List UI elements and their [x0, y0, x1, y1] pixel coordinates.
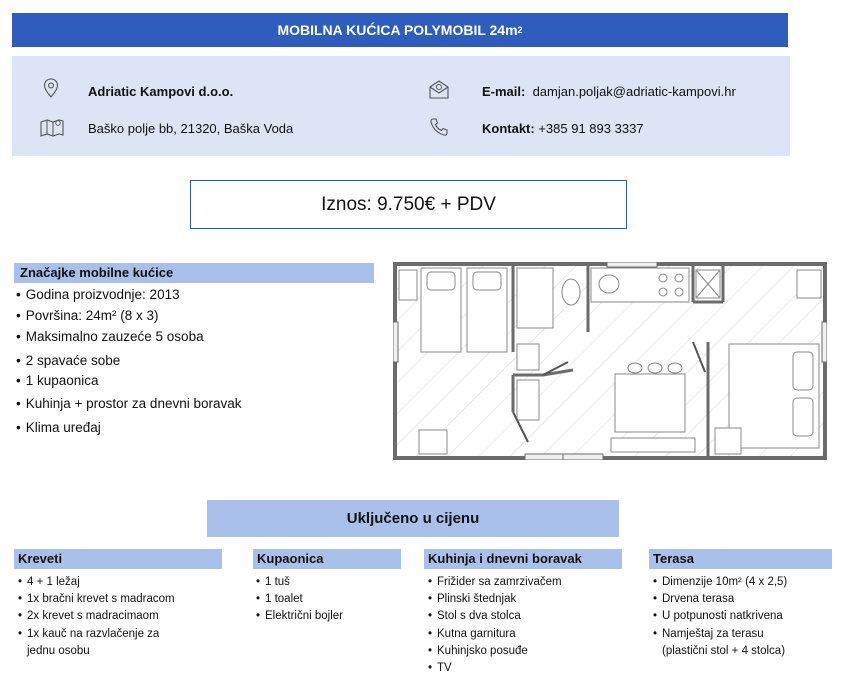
- list-item: • 2x krevet s madracimaom: [18, 610, 159, 623]
- company-name: Adriatic Kampovi d.o.o.: [88, 84, 234, 99]
- included-column-title: Kreveti: [14, 549, 222, 569]
- list-item: • Plinski štednjak: [428, 593, 517, 606]
- list-item: • 1 toalet: [256, 593, 303, 606]
- included-heading: Uključeno u cijenu: [207, 500, 619, 537]
- features-item: • Maksimalno zauzeće 5 osoba: [16, 329, 204, 344]
- list-item: • 4 + 1 ležaj: [18, 576, 80, 588]
- price-box: [190, 180, 627, 229]
- list-item: • Kutna garnitura: [428, 627, 516, 640]
- list-item: jednu osobu: [27, 644, 90, 657]
- included-column-list: [653, 574, 787, 660]
- list-item: • Drvena terasa: [653, 593, 735, 606]
- phone-label: Kontakt:: [482, 121, 535, 136]
- included-column-list: [428, 574, 562, 677]
- contact-box: [12, 56, 790, 156]
- location-pin-icon: [40, 77, 62, 99]
- included-column-title: Kuhinja i dnevni boravak: [424, 549, 622, 569]
- features-item: • 2 spavaće sobe: [16, 353, 120, 368]
- phone-number[interactable]: +385 91 893 3337: [538, 121, 644, 136]
- included-column-list: [256, 574, 343, 626]
- included-column-title: Kupaonica: [253, 549, 401, 569]
- page-title-superscript: 2: [517, 25, 523, 35]
- list-item: • Frižider sa zamrzivačem: [428, 576, 562, 588]
- features-item: • Kuhinja + prostor za dnevni boravak: [16, 396, 242, 411]
- list-item: • Dimenzije 10m² (4 x 2,5): [653, 576, 788, 588]
- list-item: • U potpunosti natkrivena: [653, 610, 783, 623]
- map-icon: [39, 116, 65, 138]
- list-item: • Električni bojler: [256, 610, 343, 623]
- list-item: (plastični stol + 4 stolca): [662, 644, 786, 657]
- list-item: • Stol s dva stolca: [428, 610, 521, 623]
- phone-line: [482, 121, 644, 137]
- email-line: [482, 84, 736, 100]
- list-item: • 1x bračni krevet s madracom: [18, 593, 175, 606]
- floor-plan-image: [393, 262, 827, 460]
- list-item: • TV: [428, 662, 452, 675]
- email-address[interactable]: damjan.poljak@adriatic-kampovi.hr: [532, 84, 736, 99]
- company-address: Baško polje bb, 21320, Baška Voda: [88, 121, 294, 136]
- features-item: • Površina: 24m² (8 x 3): [16, 308, 159, 323]
- phone-icon: [428, 116, 450, 138]
- page-title: MOBILNA KUĆICA POLYMOBIL 24m: [277, 22, 518, 38]
- email-icon: [428, 78, 450, 100]
- features-item: • 1 kupaonica: [16, 373, 99, 388]
- features-heading: Značajke mobilne kućice: [14, 263, 374, 283]
- email-label: E-mail:: [482, 84, 526, 99]
- features-item: • Godina proizvodnje: 2013: [16, 287, 180, 302]
- list-item: • 1 tuš: [256, 576, 290, 588]
- features-item: • Klima uređaj: [16, 420, 101, 435]
- page-title-bar: [12, 13, 788, 47]
- included-column-title: Terasa: [649, 549, 832, 569]
- list-item: • Kuhinjsko posuđe: [428, 644, 528, 657]
- included-column-list: [18, 574, 175, 660]
- price-text: Iznos: 9.750€ + PDV: [321, 193, 496, 215]
- list-item: • 1x kauč na razvlačenje za: [18, 627, 160, 640]
- list-item: • Namještaj za terasu: [653, 627, 764, 640]
